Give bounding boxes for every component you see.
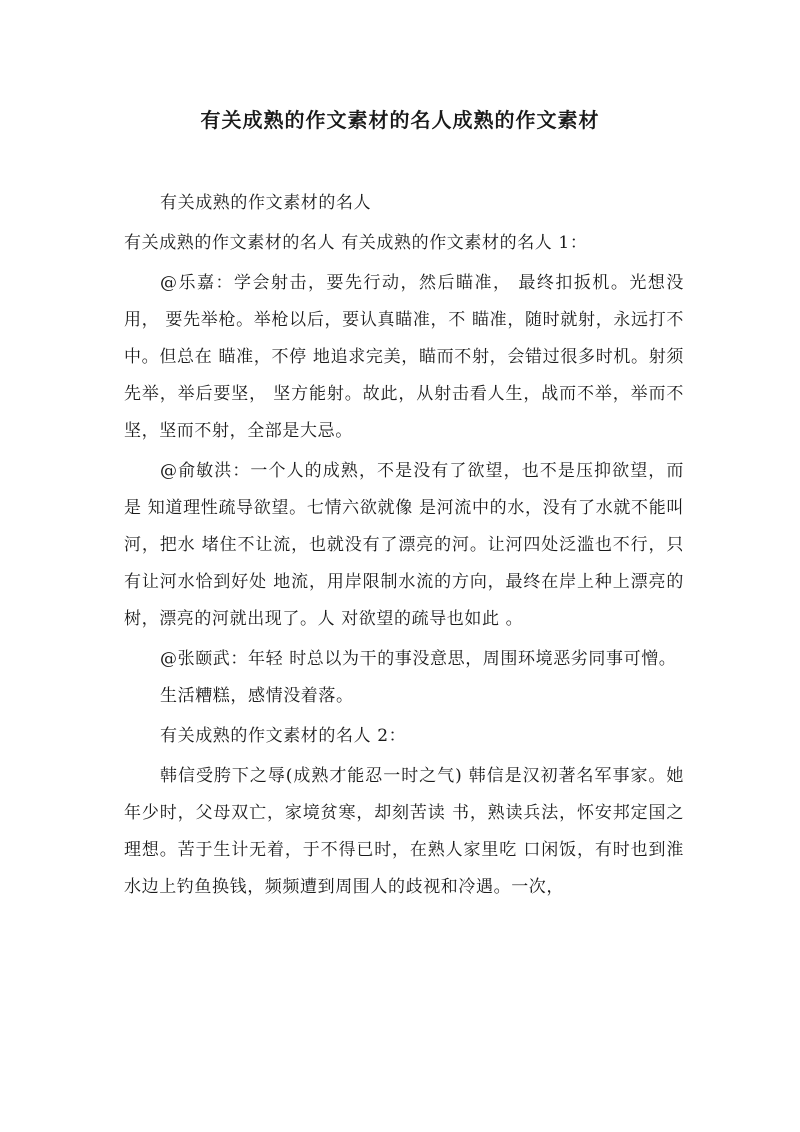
paragraph-hanxin-story: 韩信受胯下之辱(成熟才能忍一时之气) 韩信是汉初著名军事家。她年少时，父母双亡，家境贫寒，却刻苦读 书，熟读兵法，怀安邦定国之理想。苦于生计无着，于不得已时，在熟人家里吃 口闲饭，有时也到淮水边上钓鱼换钱，频频遭到周围人的歧视和冷遇。一次， — [124, 766, 684, 897]
paragraph-lejia-quote: @乐嘉：学会射击，要先行动，然后瞄准， 最终扣扳机。光想没用， 要先举枪。举枪以后，要认真瞄准，不 瞄准，随时就射，永远打不中。但总在 瞄准，不停 地追求完美，瞄而不射，会错过很多时机。射须先举，举后要坚， 坚方能射。故此，从射击看人生，战而不举，举而不坚，坚而不射，全部是大忌。 — [124, 273, 684, 441]
paragraph-subheading-1: 有关成熟的作文素材的名人 有关成熟的作文素材的名人 1： — [124, 233, 588, 253]
document-body — [124, 185, 684, 906]
paragraph-zhangyiwu-continued: 生活糟糕，感情没着落。 — [160, 686, 354, 706]
paragraph-subheading-2: 有关成熟的作文素材的名人 2： — [160, 726, 407, 746]
paragraph-heading-intro: 有关成熟的作文素材的名人 — [160, 193, 372, 213]
paragraph-zhangyiwu-quote: @张颐武：年轻 时总以为干的事没意思，周围环境恶劣同事可憎。 — [160, 649, 677, 669]
document-title: 有关成熟的作文素材的名人成熟的作文素材 — [200, 108, 600, 132]
paragraph-yuminhong-quote: @俞敏洪：一个人的成熟，不是没有了欲望，也不是压抑欲望，而是 知道理性疏导欲望。七情六欲就像 是河流中的水，没有了水就不能叫河，把水 堵住不让流，也就没有了漂亮的河。让河四处泛滥也不行，只有让河水恰到好处 地流，用岸限制水流的方向，最终在岸上种上漂亮的树，漂亮的河就出现了。人 对欲望的疏导也如此 。 — [124, 461, 684, 629]
